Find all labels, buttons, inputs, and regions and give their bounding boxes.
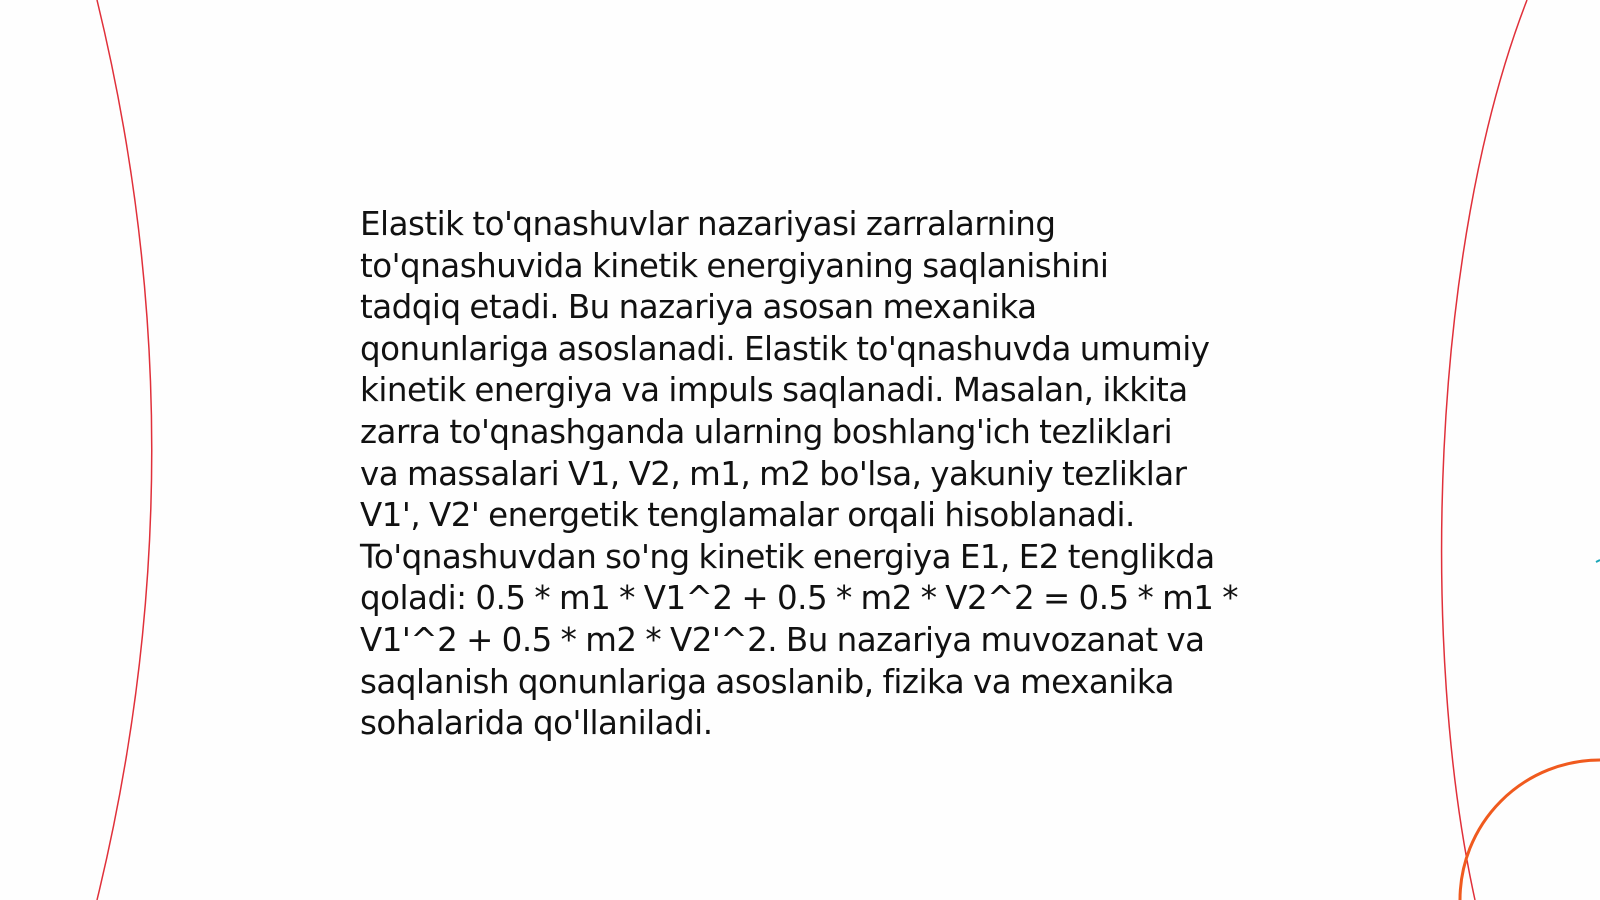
body-line: saqlanish qonunlariga asoslanib, fizika va mexanika xyxy=(360,662,1175,701)
body-line: va massalari V1, V2, m1, m2 bo'lsa, yakuniy tezliklar xyxy=(360,454,1187,493)
body-line: Elastik to'qnashuvlar nazariyasi zarralarning xyxy=(360,205,1056,243)
right-red-curve xyxy=(1442,0,1527,900)
body-line: V1'^2 + 0.5 * m2 * V2'^2. Bu nazariya muvozanat va xyxy=(360,620,1205,659)
left-red-curve xyxy=(97,0,152,900)
body-line: To'qnashuvdan so'ng kinetik energiya E1, E2 tenglikda xyxy=(360,537,1215,576)
teal-accent-mark xyxy=(1596,560,1600,562)
body-line: qonunlariga asoslanadi. Elastik to'qnashuvda umumiy xyxy=(360,329,1210,368)
body-line: zarra to'qnashganda ularning boshlang'ich tezliklari xyxy=(360,412,1173,451)
body-line: to'qnashuvida kinetik energiyaning saqlanishini xyxy=(360,246,1109,285)
body-line: sohalarida qo'llaniladi. xyxy=(360,704,713,743)
slide-body-text xyxy=(360,204,1240,745)
orange-circle-outline xyxy=(1460,760,1600,900)
body-line: V1', V2' energetik tenglamalar orqali hisoblanadi. xyxy=(360,496,1135,535)
body-line: tadqiq etadi. Bu nazariya asosan mexanika xyxy=(360,288,1037,327)
body-line: qoladi: 0.5 * m1 * V1^2 + 0.5 * m2 * V2^2 = 0.5 * m1 * xyxy=(360,579,1239,618)
body-line: kinetik energiya va impuls saqlanadi. Masalan, ikkita xyxy=(360,371,1188,410)
